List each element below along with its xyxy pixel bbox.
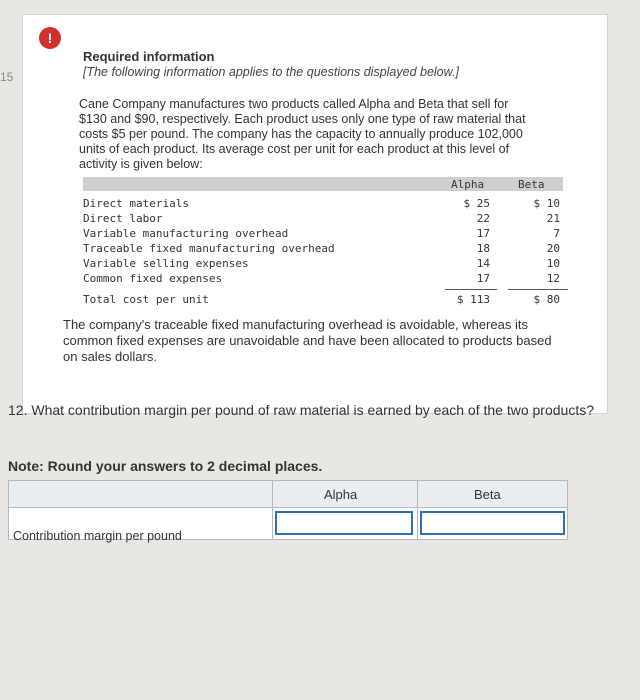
cost-table-header bbox=[83, 177, 563, 191]
required-information-card bbox=[22, 14, 608, 414]
side-question-number: 15 bbox=[0, 70, 14, 84]
required-info-subtitle: [The following information applies to the questions displayed below.] bbox=[83, 65, 459, 79]
cost-col-beta: Beta bbox=[518, 178, 545, 191]
row-label: Traceable fixed manufacturing overhead bbox=[83, 242, 335, 255]
alpha-answer-input[interactable] bbox=[275, 511, 413, 535]
row-label: Variable selling expenses bbox=[83, 257, 249, 270]
row-label: Direct materials bbox=[83, 197, 189, 210]
cost-row-traceable-fixed-overhead bbox=[83, 242, 563, 256]
overhead-note: The company's traceable fixed manufacturing overhead is avoidable, whereas its common fixed expenses are unavoidable and have been allocated to products based on sales dollars. bbox=[63, 317, 552, 364]
question-note: Note: Round your answers to 2 decimal places. bbox=[8, 458, 323, 474]
cost-row-variable-overhead bbox=[83, 227, 563, 241]
cost-row-variable-selling bbox=[83, 257, 563, 271]
cost-row-direct-labor bbox=[83, 212, 563, 226]
cost-row-direct-materials bbox=[83, 197, 563, 211]
answer-col-beta: Beta bbox=[474, 487, 501, 502]
beta-total-rule bbox=[508, 289, 568, 290]
column-divider bbox=[272, 481, 273, 539]
contribution-margin-label: Contribution margin per pound bbox=[13, 529, 182, 543]
cost-row-common-fixed bbox=[83, 272, 563, 286]
required-info-title: Required information bbox=[83, 49, 215, 64]
alpha-value: 14 bbox=[476, 257, 490, 270]
answer-table-header bbox=[9, 481, 567, 508]
alpha-total-rule bbox=[445, 289, 497, 290]
answer-col-alpha: Alpha bbox=[324, 487, 358, 502]
row-label: Variable manufacturing overhead bbox=[83, 227, 289, 240]
row-label: Total cost per unit bbox=[83, 293, 209, 306]
alpha-value: $ 113 bbox=[456, 293, 490, 306]
beta-value: 21 bbox=[546, 212, 560, 225]
answer-table bbox=[8, 480, 568, 543]
column-divider bbox=[417, 481, 418, 539]
beta-value: $ 80 bbox=[533, 293, 560, 306]
beta-value: $ 10 bbox=[533, 197, 560, 210]
alpha-value: 18 bbox=[476, 242, 490, 255]
row-label: Common fixed expenses bbox=[83, 272, 223, 285]
alpha-value: $ 25 bbox=[463, 197, 490, 210]
alpha-value: 17 bbox=[476, 227, 490, 240]
beta-value: 12 bbox=[546, 272, 560, 285]
intro-paragraph: Cane Company manufactures two products called Alpha and Beta that sell for $130 and $90, respectively. Each product uses only one type of raw material that costs $5 per pound. The company has the capacity to annually produce 102,000 units of each product. Its average cost per unit for each product at this level of activity is given below: bbox=[79, 97, 526, 171]
beta-value: 20 bbox=[546, 242, 560, 255]
beta-answer-input[interactable] bbox=[420, 511, 565, 535]
cost-row-total bbox=[83, 293, 563, 307]
beta-value: 10 bbox=[546, 257, 560, 270]
alpha-value: 17 bbox=[476, 272, 490, 285]
alert-icon: ! bbox=[39, 27, 61, 49]
row-label: Direct labor bbox=[83, 212, 163, 225]
question-text: 12. What contribution margin per pound of raw material is earned by each of the two products? bbox=[8, 402, 594, 418]
cost-col-alpha: Alpha bbox=[451, 178, 485, 191]
beta-value: 7 bbox=[553, 227, 560, 240]
alpha-value: 22 bbox=[476, 212, 490, 225]
